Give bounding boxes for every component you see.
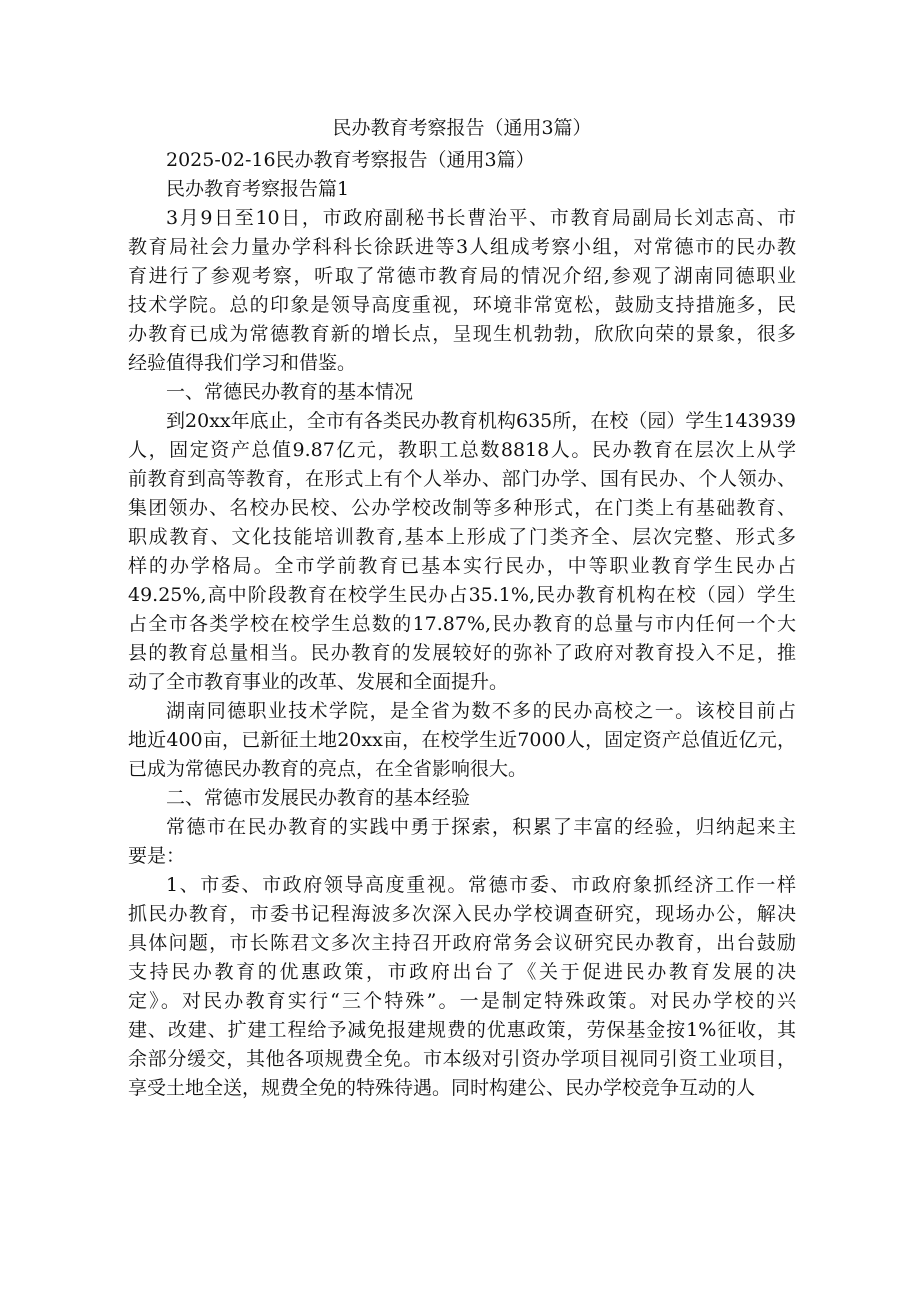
paragraph-line: 技术学院。总的印象是领导高度重视，环境非常宽松，鼓励支持措施多，民 bbox=[128, 294, 796, 316]
paragraph bbox=[128, 378, 796, 407]
paragraph bbox=[128, 407, 796, 697]
paragraph-line: 育进行了参观考察，听取了常德市教育局的情况介绍,参观了湖南同德职业 bbox=[128, 265, 796, 287]
paragraph-list bbox=[128, 204, 796, 1103]
paragraph-line: 人，固定资产总值9.87亿元，教职工总数8818人。民办教育在层次上从学 bbox=[128, 439, 796, 461]
paragraph-line: 要是： bbox=[128, 845, 186, 867]
paragraph-line: 支持民办教育的优惠政策，市政府出台了《关于促进民办教育发展的决 bbox=[128, 961, 796, 983]
paragraph-line: 前教育到高等教育，在形式上有个人举办、部门办学、国有民办、个人领办、 bbox=[128, 468, 796, 490]
document-body bbox=[128, 110, 796, 1103]
paragraph bbox=[128, 813, 796, 871]
paragraph-line: 常德市在民办教育的实践中勇于探索，积累了丰富的经验，归纳起来主 bbox=[166, 816, 796, 838]
document-title: 民办教育考察报告（通用3篇） bbox=[332, 117, 592, 139]
paragraph-line: 教育局社会力量办学科科长徐跃进等3人组成考察小组，对常德市的民办教 bbox=[128, 236, 796, 258]
paragraph-line: 3月9日至10日，市政府副秘书长曹治平、市教育局副局长刘志高、市 bbox=[166, 207, 796, 229]
paragraph bbox=[128, 871, 796, 1103]
paragraph-line: 职成教育、文化技能培训教育,基本上形成了门类齐全、层次完整、形式多 bbox=[128, 526, 796, 548]
paragraph bbox=[128, 204, 796, 378]
paragraph bbox=[128, 784, 796, 813]
document-meta-line: 2025-02-16民办教育考察报告（通用3篇） bbox=[166, 149, 535, 171]
paragraph-line: 享受土地全送，规费全免的特殊待遇。同时构建公、民办学校竞争互动的人 bbox=[128, 1077, 756, 1099]
paragraph-line: 到20xx年底止，全市有各类民办教育机构635所，在校（园）学生143939 bbox=[166, 410, 796, 432]
paragraph-line: 地近400亩，已新征土地20xx亩，在校学生近7000人，固定资产总值近亿元， bbox=[128, 729, 796, 751]
paragraph-line: 建、改建、扩建工程给予减免报建规费的优惠政策，劳保基金按1%征收，其 bbox=[128, 1019, 796, 1041]
paragraph-line: 抓民办教育，市委书记程海波多次深入民办学校调查研究，现场办公，解决 bbox=[128, 903, 796, 925]
paragraph-line: 占全市各类学校在校学生总数的17.87%,民办教育的总量与市内任何一个大 bbox=[128, 613, 796, 635]
paragraph-line: 定》。对民办教育实行“三个特殊”。一是制定特殊政策。对民办学校的兴 bbox=[128, 990, 796, 1012]
paragraph-line: 湖南同德职业技术学院，是全省为数不多的民办高校之一。该校目前占 bbox=[166, 700, 796, 722]
paragraph-line: 二、常德市发展民办教育的基本经验 bbox=[166, 787, 471, 809]
paragraph-line: 49.25%,高中阶段教育在校学生民办占35.1%,民办教育机构在校（园）学生 bbox=[128, 584, 796, 606]
paragraph-line: 集团领办、名校办民校、公办学校改制等多种形式，在门类上有基础教育、 bbox=[128, 497, 796, 519]
paragraph-line: 县的教育总量相当。民办教育的发展较好的弥补了政府对教育投入不足，推 bbox=[128, 642, 796, 664]
paragraph-line: 余部分缓交，其他各项规费全免。市本级对引资办学项目视同引资工业项目， bbox=[128, 1048, 796, 1070]
paragraph-line: 已成为常德民办教育的亮点，在全省影响很大。 bbox=[128, 758, 528, 780]
paragraph bbox=[128, 697, 796, 784]
paragraph-line: 具体问题，市长陈君文多次主持召开政府常务会议研究民办教育，出台鼓励 bbox=[128, 932, 796, 954]
paragraph-line: 办教育已成为常德教育新的增长点，呈现生机勃勃，欣欣向荣的景象，很多 bbox=[128, 323, 796, 345]
paragraph-line: 一、常德民办教育的基本情况 bbox=[166, 381, 414, 403]
paragraph-line: 动了全市教育事业的改革、发展和全面提升。 bbox=[128, 671, 509, 693]
paragraph-line: 1、市委、市政府领导高度重视。常德市委、市政府象抓经济工作一样 bbox=[166, 874, 796, 896]
section-title: 民办教育考察报告篇1 bbox=[166, 178, 350, 200]
paragraph-line: 经验值得我们学习和借鉴。 bbox=[128, 352, 357, 374]
paragraph-line: 样的办学格局。全市学前教育已基本实行民办，中等职业教育学生民办占 bbox=[128, 555, 796, 577]
